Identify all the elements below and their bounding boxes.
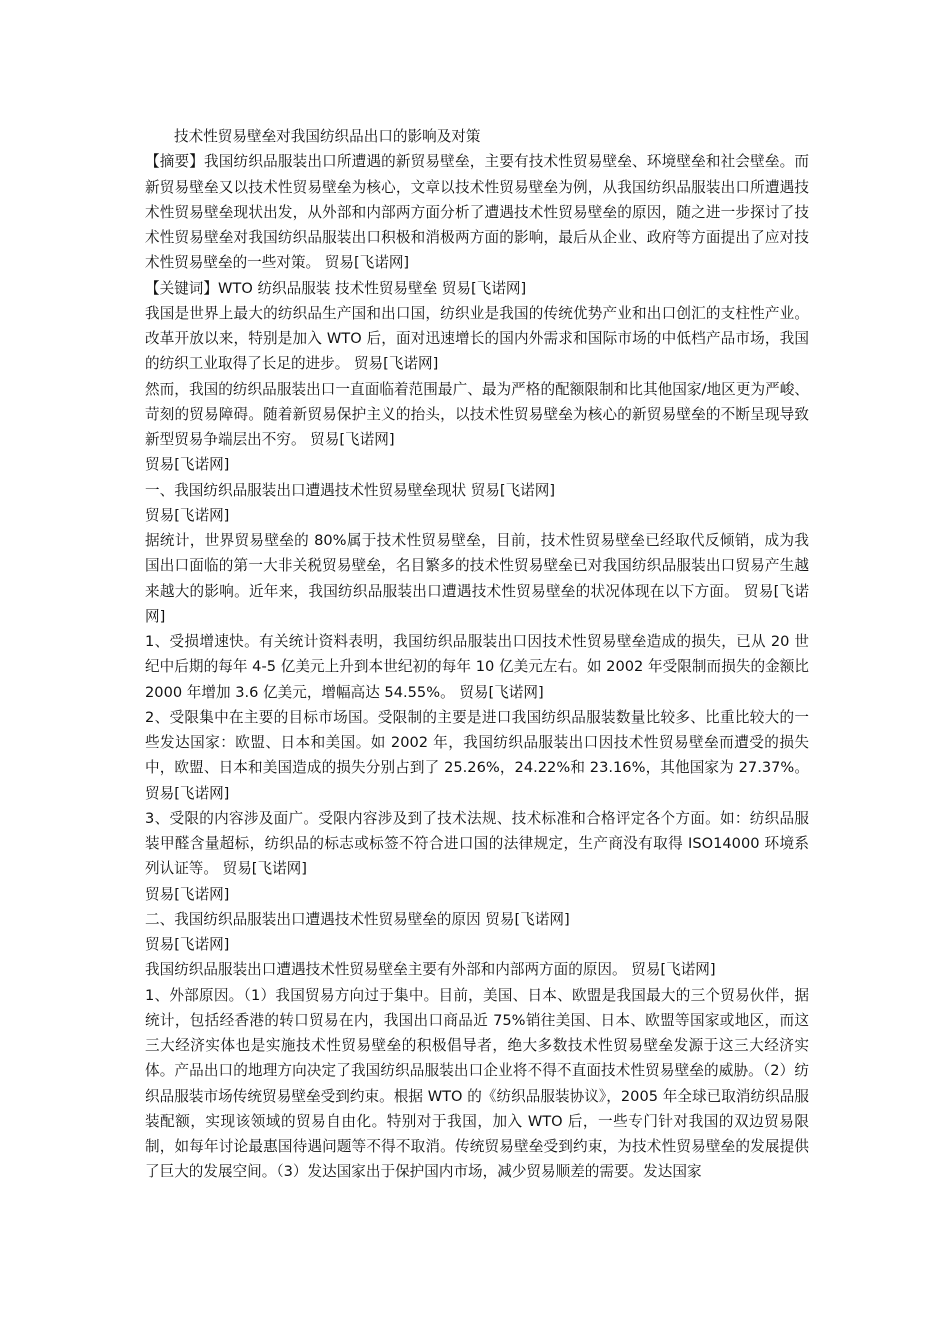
body-paragraph: 我国纺织品服装出口遭遇技术性贸易壁垒主要有外部和内部两方面的原因。 贸易[飞诺网]: [145, 961, 716, 979]
body-paragraph: 然而，我国的纺织品服装出口一直面临着范围最广、最为严格的配额限制和比其他国家/地区更为严峻、苛刻的贸易障碍。随着新贸易保护主义的抬头，以技术性贸易壁垒为核心的新贸易壁垒的不断呈现导致新型贸易争端层出不穷。 贸易[飞诺网]: [145, 380, 809, 448]
source-line: 贸易[飞诺网]: [145, 885, 230, 903]
document-title: 技术性贸易壁垒对我国纺织品出口的影响及对策: [174, 128, 481, 145]
section-heading: 一、我国纺织品服装出口遭遇技术性贸易壁垒现状 贸易[飞诺网]: [145, 481, 556, 499]
keywords-paragraph: 【关键词】WTO 纺织品服装 技术性贸易壁垒 贸易[飞诺网]: [145, 279, 527, 297]
document-body: [145, 124, 809, 1185]
list-item-paragraph: 3、受限的内容涉及面广。受限内容涉及到了技术法规、技术标准和合格评定各个方面。如：纺织品服装甲醛含量超标，纺织品的标志或标签不符合进口国的法律规定，生产商没有取得 ISO14000 环境系列认证等。 贸易[飞诺网]: [145, 809, 809, 878]
list-item-paragraph: 1、受损增速快。有关统计资料表明，我国纺织品服装出口因技术性贸易壁垒造成的损失，已从 20 世纪中后期的每年 4-5 亿美元上升到本世纪初的每年 10 亿美元左右。如 2002 年受限制而损失的金额比 2000 年增加 3.6 亿美元，增幅高达 54.55%。 贸易[飞诺网]: [145, 633, 809, 701]
source-line: 贸易[飞诺网]: [145, 936, 230, 953]
section-heading: 二、我国纺织品服装出口遭遇技术性贸易壁垒的原因 贸易[飞诺网]: [145, 910, 570, 928]
body-paragraph: 我国是世界上最大的纺织品生产国和出口国，纺织业是我国的传统优势产业和出口创汇的支柱性产业。改革开放以来，特别是加入 WTO 后，面对迅速增长的国内外需求和国际市场的中低档产品市场，我国的纺织工业取得了长足的进步。 贸易[飞诺网]: [145, 304, 809, 373]
body-paragraph: 据统计，世界贸易壁垒的 80%属于技术性贸易壁垒，目前，技术性贸易壁垒已经取代反倾销，成为我国出口面临的第一大非关税贸易壁垒，名目繁多的技术性贸易壁垒已对我国纺织品服装出口贸易产生越来越大的影响。近年来，我国纺织品服装出口遭遇技术性贸易壁垒的状况体现在以下方面。 贸易[飞诺网]: [145, 532, 809, 625]
source-line: 贸易[飞诺网]: [145, 456, 230, 474]
list-item-paragraph: 1、外部原因。（1）我国贸易方向过于集中。目前，美国、日本、欧盟是我国最大的三个贸易伙伴，据统计，包括经香港的转口贸易在内，我国出口商品近 75%销往美国、日本、欧盟等国家或地区，而这三大经济实体也是实施技术性贸易壁垒的积极倡导者，绝大多数技术性贸易壁垒发源于这三大经济实体。产品出口的地理方向决定了我国纺织品服装出口企业将不得不直面技术性贸易壁垒的威胁。（2）纺织品服装市场传统贸易壁垒受到约束。根据 WTO 的《纺织品服装协议》，2005 年全球已取消纺织品服装配额，实现该领域的贸易自由化。特别对于我国，加入 WTO 后，一些专门针对我国的双边贸易限制，如每年讨论最惠国待遇问题等不得不取消。传统贸易壁垒受到约束，为技术性贸易壁垒的发展提供了巨大的发展空间。（3）发达国家出于保护国内市场，减少贸易顺差的需要。发达国家: [145, 986, 809, 1181]
abstract-paragraph: 【摘要】我国纺织品服装出口所遭遇的新贸易壁垒，主要有技术性贸易壁垒、环境壁垒和社会壁垒。而新贸易壁垒又以技术性贸易壁垒为核心，文章以技术性贸易壁垒为例，从我国纺织品服装出口所遭遇技术性贸易壁垒现状出发，从外部和内部两方面分析了遭遇技术性贸易壁垒的原因，随之进一步探讨了技术性贸易壁垒对我国纺织品服装出口积极和消极两方面的影响，最后从企业、政府等方面提出了应对技术性贸易壁垒的一些对策。 贸易[飞诺网]: [145, 153, 809, 272]
source-line: 贸易[飞诺网]: [145, 506, 230, 524]
list-item-paragraph: 2、受限集中在主要的目标市场国。受限制的主要是进口我国纺织品服装数量比较多、比重比较大的一些发达国家：欧盟、日本和美国。如 2002 年，我国纺织品服装出口因技术性贸易壁垒而遭受的损失中，欧盟、日本和美国造成的损失分别占到了 25.26%，24.22%和 23.16%，其他国家为 27.37%。 贸易[飞诺网]: [145, 708, 809, 802]
